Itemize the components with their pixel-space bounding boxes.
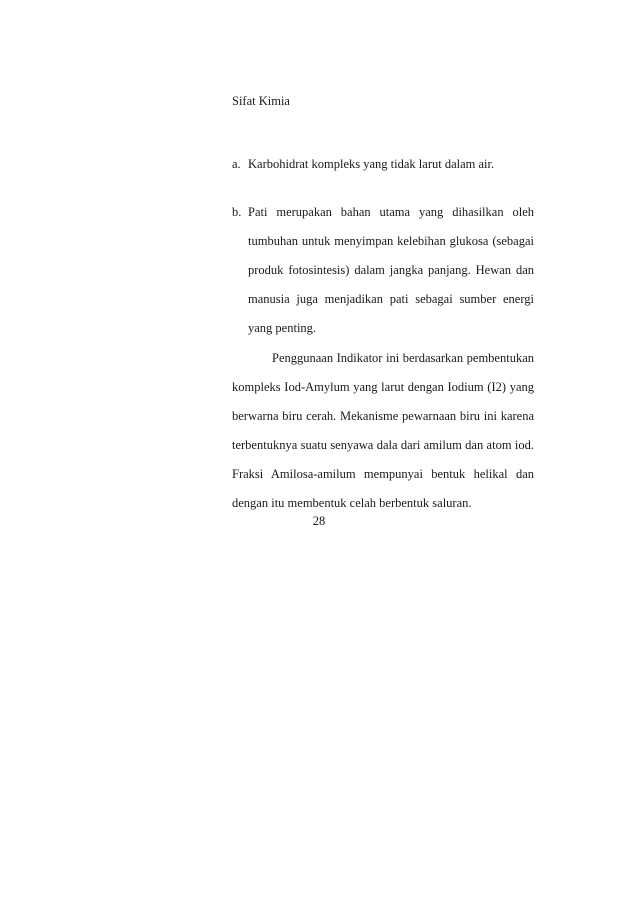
list-item-a xyxy=(232,150,534,179)
page-number: 28 xyxy=(312,514,326,528)
list-marker-a: a. xyxy=(232,157,241,171)
list-text-b: Pati merupakan bahan utama yang dihasilkan oleh tumbuhan untuk menyimpan kelebihan glukosa (sebagai produk fotosintesis) dalam jangka panjang. Hewan dan manusia juga menjadikan pati sebagai sumber energi yang penting. xyxy=(248,205,534,335)
list-item-b xyxy=(232,198,534,343)
list-marker-b: b. xyxy=(232,205,242,219)
list-text-a: Karbohidrat kompleks yang tidak larut dalam air. xyxy=(248,157,495,171)
section-heading: Sifat Kimia xyxy=(232,94,290,108)
body-paragraph: Penggunaan Indikator ini berdasarkan pembentukan kompleks Iod-Amylum yang larut dengan Iodium (I2) yang berwarna biru cerah. Mekanisme pewarnaan biru ini karena terbentuknya suatu senyawa dala dari amilum dan atom iod. Fraksi Amilosa-amilum mempunyai bentuk helikal dan dengan itu membentuk celah berbentuk saluran. xyxy=(232,351,534,510)
